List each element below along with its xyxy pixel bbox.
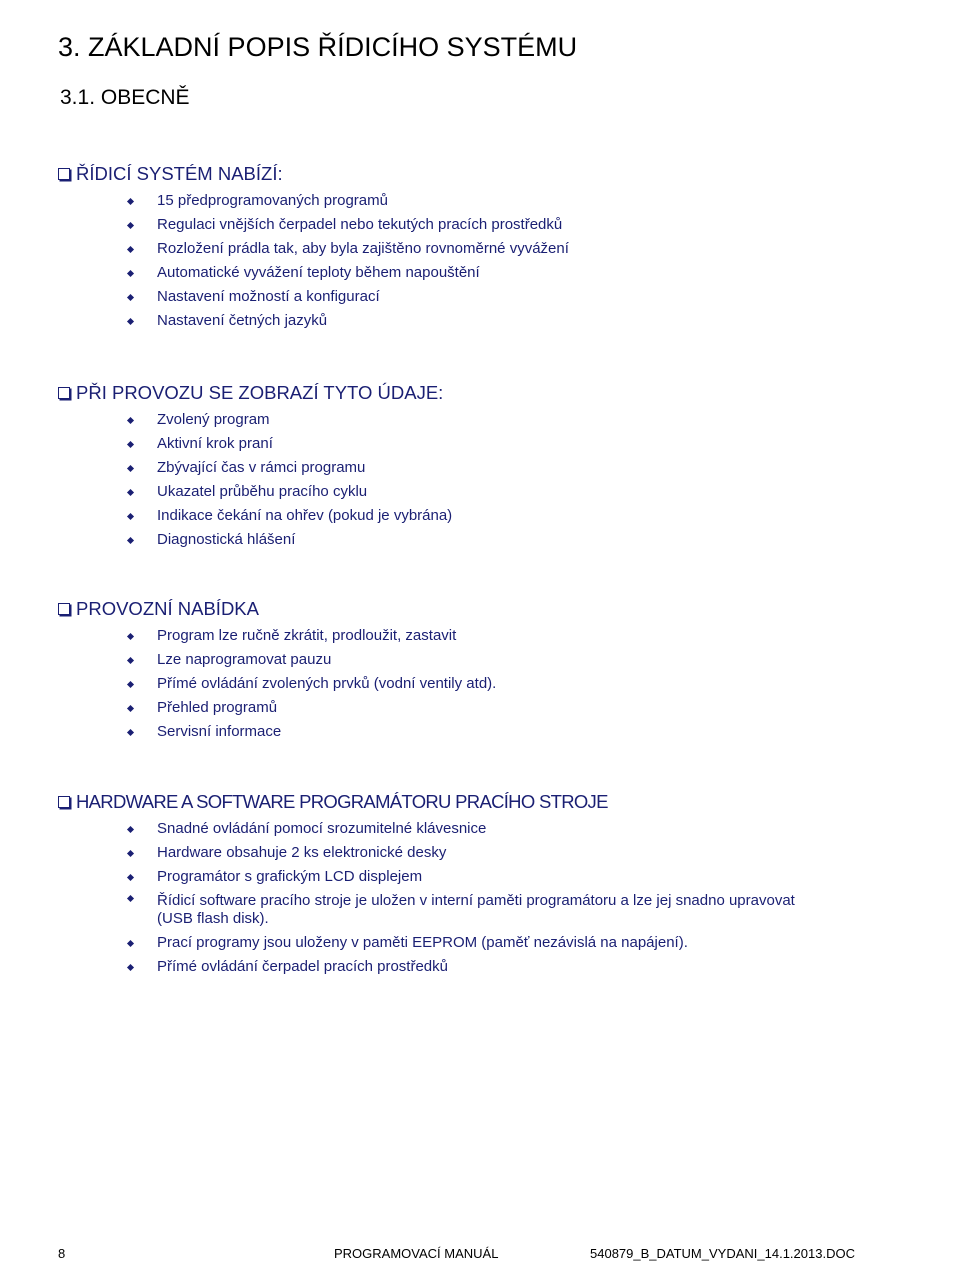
list-item xyxy=(58,408,452,432)
checkbox-icon xyxy=(58,168,70,180)
list-item xyxy=(58,456,452,480)
list-item xyxy=(58,432,452,456)
section-operating-menu xyxy=(58,595,496,744)
list-item-text: Ukazatel průběhu pracího cyklu xyxy=(157,483,368,500)
section-title xyxy=(58,160,569,188)
list-item xyxy=(58,624,496,648)
diamond-bullet-icon xyxy=(127,270,134,277)
list-item xyxy=(58,285,569,309)
list-item-text: Snadné ovládání pomocí srozumitelné klávesnice xyxy=(157,820,487,837)
checkbox-icon xyxy=(58,603,70,615)
section-title xyxy=(58,595,496,623)
section-title-text: PROVOZNÍ NABÍDKA xyxy=(76,598,259,619)
diamond-bullet-icon xyxy=(127,633,134,640)
list-item xyxy=(58,309,569,333)
list-item xyxy=(58,931,797,955)
list-item-text: 15 předprogramovaných programů xyxy=(157,192,388,209)
list-item-text: Nastavení možností a konfigurací xyxy=(157,288,380,305)
bullet-list xyxy=(58,817,797,979)
diamond-bullet-icon xyxy=(127,246,134,253)
page-number: 8 xyxy=(58,1246,66,1261)
list-item-text: Aktivní krok praní xyxy=(157,435,273,452)
list-item xyxy=(58,841,797,865)
diamond-bullet-icon xyxy=(127,705,134,712)
list-item-text: Programátor s grafickým LCD displejem xyxy=(157,868,423,885)
diamond-bullet-icon xyxy=(127,417,134,424)
diamond-bullet-icon xyxy=(127,465,134,472)
diamond-bullet-icon xyxy=(127,681,134,688)
list-item xyxy=(58,817,797,841)
section-title-text: HARDWARE A SOFTWARE PROGRAMÁTORU PRACÍHO STROJE xyxy=(76,791,608,812)
list-item xyxy=(58,261,569,285)
diamond-bullet-icon xyxy=(127,850,134,857)
section-system-offers xyxy=(58,160,569,333)
list-item-text: Zvolený program xyxy=(157,411,270,428)
list-item-text: Lze naprogramovat pauzu xyxy=(157,651,332,668)
bullet-list xyxy=(58,408,452,552)
list-item-text: Přímé ovládání zvolených prvků (vodní ventily atd). xyxy=(157,675,497,692)
diamond-bullet-icon xyxy=(127,537,134,544)
diamond-bullet-icon xyxy=(127,513,134,520)
section-title xyxy=(58,379,452,407)
checkbox-icon xyxy=(58,796,70,808)
diamond-bullet-icon xyxy=(127,198,134,205)
section-title-text: PŘI PROVOZU SE ZOBRAZÍ TYTO ÚDAJE: xyxy=(76,382,444,403)
section-heading: 3.1. OBECNĚ xyxy=(60,86,190,109)
list-item xyxy=(58,189,569,213)
footer-manual-title: PROGRAMOVACÍ MANUÁL xyxy=(334,1246,499,1261)
section-displayed-data xyxy=(58,379,452,552)
footer-document-id: 540879_B_DATUM_VYDANI_14.1.2013.DOC xyxy=(590,1246,855,1261)
list-item-text: Řídicí software pracího stroje je uložen v interní paměti programátoru a lze jej snadno upravovat (USB flash disk). xyxy=(157,892,795,927)
diamond-bullet-icon xyxy=(127,222,134,229)
diamond-bullet-icon xyxy=(127,657,134,664)
list-item xyxy=(58,955,797,979)
diamond-bullet-icon xyxy=(127,940,134,947)
list-item xyxy=(58,504,452,528)
list-item xyxy=(58,237,569,261)
chapter-heading: 3. ZÁKLADNÍ POPIS ŘÍDICÍHO SYSTÉMU xyxy=(58,32,578,62)
diamond-bullet-icon xyxy=(127,874,134,881)
list-item-text: Přehled programů xyxy=(157,699,278,716)
list-item xyxy=(58,528,452,552)
list-item-text: Prací programy jsou uloženy v paměti EEPROM (paměť nezávislá na napájení). xyxy=(157,934,688,951)
diamond-bullet-icon xyxy=(127,318,134,325)
diamond-bullet-icon xyxy=(127,964,134,971)
list-item-text: Diagnostická hlášení xyxy=(157,531,296,548)
list-item-text: Regulaci vnějších čerpadel nebo tekutých pracích prostředků xyxy=(157,216,563,233)
section-title xyxy=(58,788,797,816)
list-item xyxy=(58,889,797,931)
list-item-text: Přímé ovládání čerpadel pracích prostředků xyxy=(157,958,448,975)
list-item xyxy=(58,865,797,889)
checkbox-icon xyxy=(58,387,70,399)
section-hardware-software xyxy=(58,788,797,979)
list-item xyxy=(58,720,496,744)
list-item xyxy=(58,480,452,504)
list-item-text: Servisní informace xyxy=(157,723,282,740)
diamond-bullet-icon xyxy=(127,441,134,448)
list-item xyxy=(58,672,496,696)
diamond-bullet-icon xyxy=(127,826,134,833)
list-item-text: Indikace čekání na ohřev (pokud je vybrána) xyxy=(157,507,453,524)
diamond-bullet-icon xyxy=(127,895,134,902)
list-item-text: Automatické vyvážení teploty během napouštění xyxy=(157,264,480,281)
diamond-bullet-icon xyxy=(127,489,134,496)
list-item-text: Zbývající čas v rámci programu xyxy=(157,459,366,476)
bullet-list xyxy=(58,624,496,744)
diamond-bullet-icon xyxy=(127,294,134,301)
list-item-text: Nastavení četných jazyků xyxy=(157,312,328,329)
diamond-bullet-icon xyxy=(127,729,134,736)
list-item-text: Program lze ručně zkrátit, prodloužit, zastavit xyxy=(157,627,457,644)
list-item xyxy=(58,696,496,720)
list-item-text: Hardware obsahuje 2 ks elektronické desky xyxy=(157,844,447,861)
list-item xyxy=(58,213,569,237)
section-title-text: ŘÍDICÍ SYSTÉM NABÍZÍ: xyxy=(76,163,283,184)
list-item-text: Rozložení prádla tak, aby byla zajištěno rovnoměrné vyvážení xyxy=(157,240,569,257)
bullet-list xyxy=(58,189,569,333)
list-item xyxy=(58,648,496,672)
